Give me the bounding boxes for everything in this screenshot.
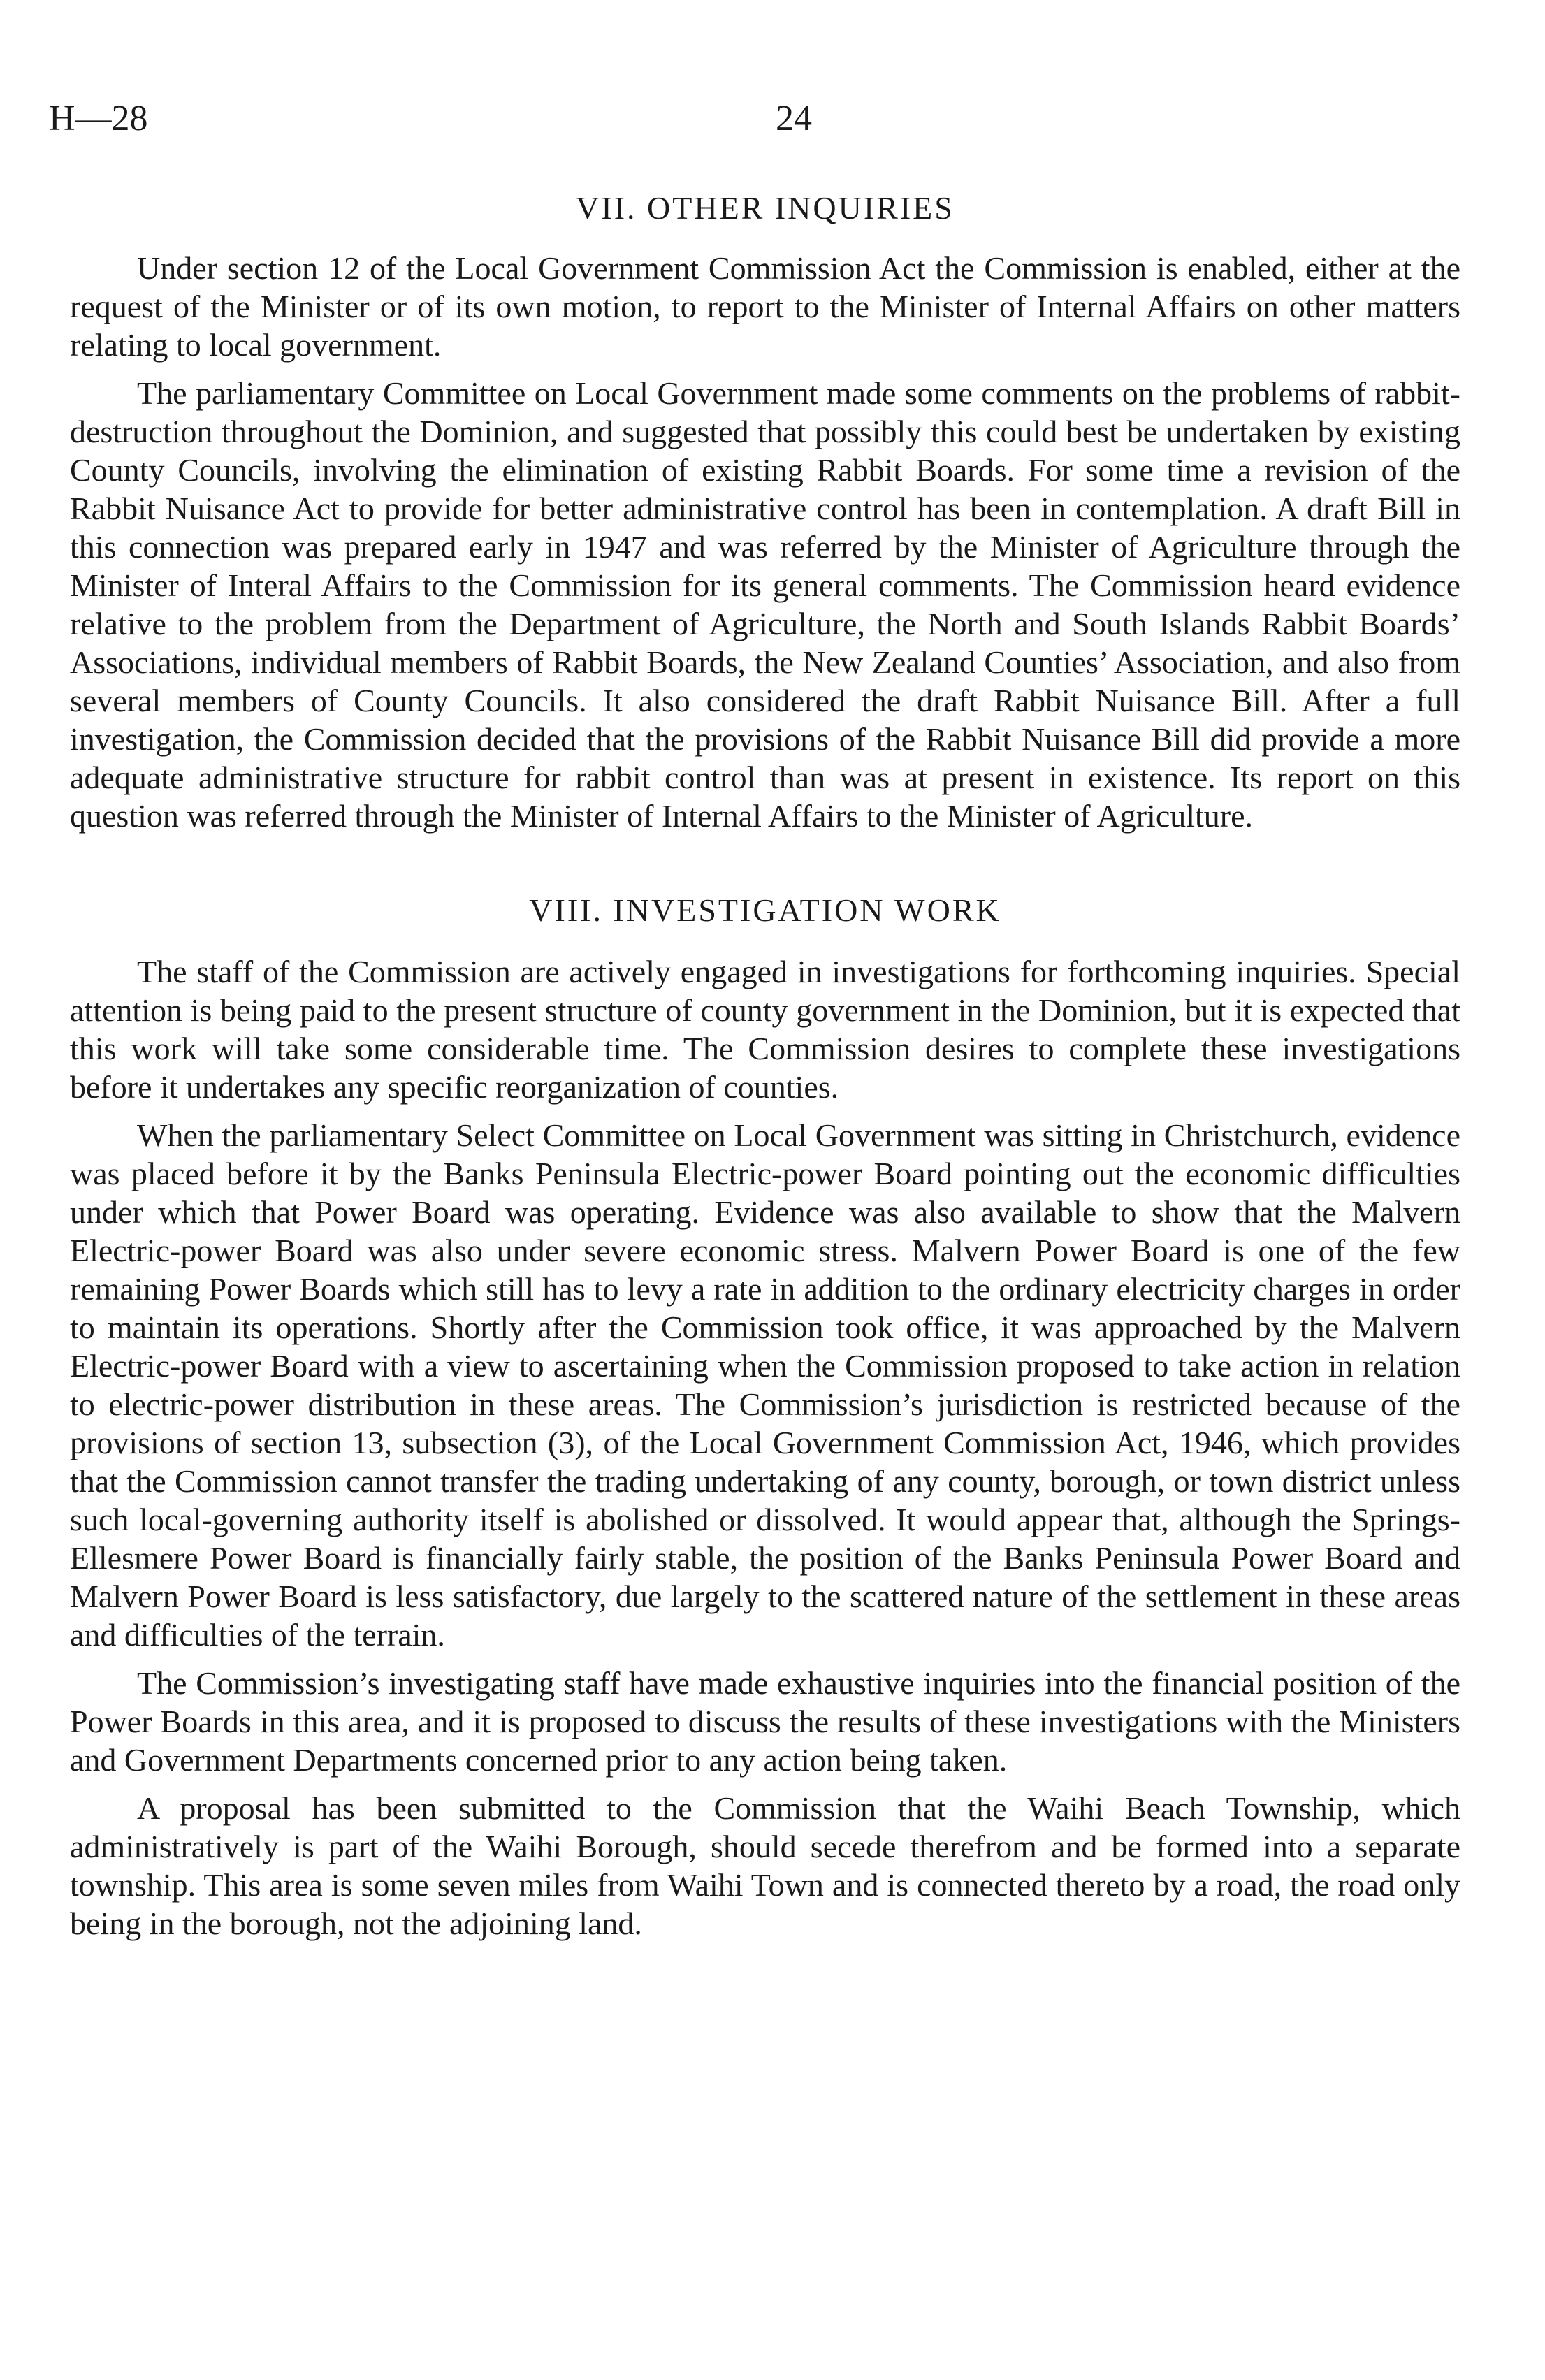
document-reference: H—28 bbox=[49, 99, 148, 138]
section-investigation-work bbox=[70, 890, 1460, 1943]
paragraph: A proposal has been submitted to the Commission that the Waihi Beach Township, which administratively is part of the Waihi Borough, should secede therefrom and be formed into a separate township. This area is some seven miles from Waihi Town and is connected thereto by a road, the road only being in the borough, not the adjoining land. bbox=[70, 1790, 1460, 1941]
page-number: 24 bbox=[776, 99, 812, 138]
section-other-inquiries bbox=[70, 187, 1460, 835]
paragraph: The staff of the Commission are actively engaged in investigations for forthcoming inquiries. Special attention is being paid to the present structure of county government in the Dominion, but it is expected that this work will take some considerable time. The Commission desires to complete these investigations before it undertakes any specific reorganization of counties. bbox=[70, 954, 1460, 1105]
page-header bbox=[49, 98, 1502, 147]
paragraph: When the parliamentary Select Committee on Local Government was sitting in Christchurch, evidence was placed before it by the Banks Peninsula Electric-power Board pointing out the economic difficulties under which that Power Board was operating. Evidence was also available to show that the Malvern Electric-power Board was also under severe economic stress. Malvern Power Board is one of the few remaining Power Boards which still has to levy a rate in addition to the ordinary electricity charges in order to maintain its operations. Shortly after the Commission took office, it was approached by the Malvern Electric-power Board with a view to ascertaining when the Commission proposed to take action in relation to electric-power distribution in these areas. The Commission’s jurisdiction is restricted because of the provisions of section 13, subsection (3), of the Local Government Commission Act, 1946, which provides that the Commission cannot transfer the trading undertaking of any county, borough, or town district unless such local-governing authority itself is abolished or dissolved. It would appear that, although the Springs-Ellesmere Power Board is financially fairly stable, the position of the Banks Peninsula Power Board and Malvern Power Board is less satisfactory, due largely to the scattered nature of the settlement in these areas and difficulties of the terrain. bbox=[70, 1117, 1460, 1653]
section-heading: VII. OTHER INQUIRIES bbox=[576, 190, 955, 226]
document-body bbox=[70, 187, 1460, 1952]
paragraph: The parliamentary Committee on Local Government made some comments on the problems of rabbit-destruction throughout the Dominion, and suggested that possibly this could best be undertaken by existing County Councils, involving the elimination of existing Rabbit Boards. For some time a revision of the Rabbit Nuisance Act to provide for better administrative control has been in contemplation. A draft Bill in this connection was prepared early in 1947 and was referred by the Minister of Agriculture through the Minister of Interal Affairs to the Commission for its general comments. The Commission heard evidence relative to the problem from the Department of Agriculture, the North and South Islands Rabbit Boards’ Associations, individual members of Rabbit Boards, the New Zealand Counties’ Association, and also from several members of County Councils. It also considered the draft Rabbit Nuisance Bill. After a full investigation, the Commission decided that the provisions of the Rabbit Nuisance Bill did provide a more adequate administrative structure for rabbit control than was at present in existence. Its report on this question was referred through the Minister of Internal Affairs to the Minister of Agriculture. bbox=[70, 375, 1460, 834]
paragraph: The Commission’s investigating staff have made exhaustive inquiries into the financial position of the Power Boards in this area, and it is proposed to discuss the results of these investigations with the Ministers and Government Departments concerned prior to any action being taken. bbox=[70, 1665, 1460, 1778]
paragraph: Under section 12 of the Local Government Commission Act the Commission is enabled, either at the request of the Minister or of its own motion, to report to the Minister of Internal Affairs on other matters relating to local government. bbox=[70, 250, 1460, 363]
section-heading: VIII. INVESTIGATION WORK bbox=[529, 892, 1001, 928]
